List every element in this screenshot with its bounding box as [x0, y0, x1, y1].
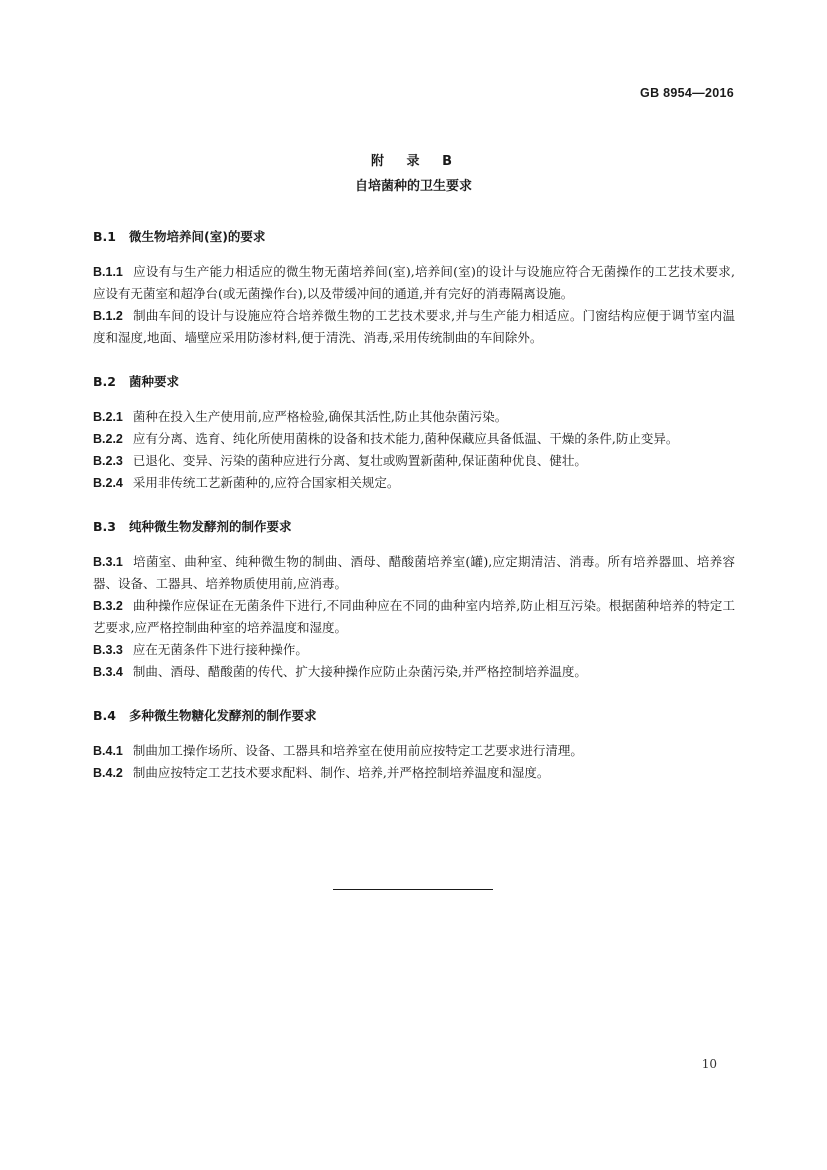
section-number: B.3 — [93, 519, 116, 534]
clause-number: B.4.2 — [93, 766, 123, 780]
clause-number: B.2.4 — [93, 476, 123, 490]
section-title: 纯种微生物发酵剂的制作要求 — [129, 519, 292, 534]
clause — [93, 762, 735, 784]
clause-text: 已退化、变异、污染的菌种应进行分离、复壮或购置新菌种,保证菌种优良、健壮。 — [132, 453, 587, 468]
clause-number: B.2.2 — [93, 432, 123, 446]
clause — [93, 261, 735, 305]
clause — [93, 406, 735, 428]
clause — [93, 595, 735, 639]
section-heading — [93, 371, 735, 393]
clause — [93, 428, 735, 450]
section-number: B.4 — [93, 708, 116, 723]
clause-number: B.4.1 — [93, 744, 123, 758]
section-b1 — [93, 226, 735, 349]
section-heading — [93, 516, 735, 538]
clause-text: 制曲应按特定工艺技术要求配料、制作、培养,并严格控制培养温度和湿度。 — [132, 765, 550, 780]
section-heading — [93, 226, 735, 248]
end-of-annex-rule — [333, 889, 493, 890]
annex-subtitle: 自培菌种的卫生要求 — [354, 179, 472, 194]
clause-text: 培菌室、曲种室、纯种微生物的制曲、酒母、醋酸菌培养室(罐),应定期清洁、消毒。所有培养器皿、培养容器、设备、工器具、培养物质使用前,应消毒。 — [93, 554, 735, 591]
page-number: 10 — [701, 1057, 717, 1071]
clause-text: 制曲加工操作场所、设备、工器具和培养室在使用前应按特定工艺要求进行清理。 — [132, 743, 583, 758]
clause-number: B.1.2 — [93, 309, 123, 323]
section-heading — [93, 705, 735, 727]
clause-number: B.3.3 — [93, 643, 123, 657]
clause-text: 制曲、酒母、醋酸菌的传代、扩大接种操作应防止杂菌污染,并严格控制培养温度。 — [132, 664, 587, 679]
clause-number: B.2.3 — [93, 454, 123, 468]
clause — [93, 740, 735, 762]
clause-number: B.3.4 — [93, 665, 123, 679]
clause — [93, 450, 735, 472]
section-b2 — [93, 371, 735, 494]
clause — [93, 305, 735, 349]
annex-title: 附 录 B — [371, 154, 456, 169]
clause — [93, 661, 735, 683]
clause-text: 采用非传统工艺新菌种的,应符合国家相关规定。 — [132, 475, 400, 490]
clause-number: B.3.1 — [93, 555, 123, 569]
section-title: 微生物培养间(室)的要求 — [129, 229, 266, 244]
clause-number: B.3.2 — [93, 599, 123, 613]
clause-text: 应在无菌条件下进行接种操作。 — [132, 642, 308, 657]
clause-text: 菌种在投入生产使用前,应严格检验,确保其活性,防止其他杂菌污染。 — [132, 409, 508, 424]
section-number: B.2 — [93, 374, 116, 389]
section-number: B.1 — [93, 229, 116, 244]
section-b4 — [93, 705, 735, 784]
clause-text: 应设有与生产能力相适应的微生物无菌培养间(室),培养间(室)的设计与设施应符合无菌操作的工艺技术要求,应设有无菌室和超净台(或无菌操作台),以及带缓冲间的通道,并有完好的消毒隔离设施。 — [93, 264, 735, 301]
clause — [93, 639, 735, 661]
section-title: 菌种要求 — [129, 374, 180, 389]
document-body — [93, 226, 735, 806]
clause-text: 应有分离、选育、纯化所使用菌株的设备和技术能力,菌种保藏应具备低温、干燥的条件,防止变异。 — [132, 431, 679, 446]
section-title: 多种微生物糖化发酵剂的制作要求 — [129, 708, 317, 723]
clause-text: 制曲车间的设计与设施应符合培养微生物的工艺技术要求,并与生产能力相适应。门窗结构应便于调节室内温度和湿度,地面、墙壁应采用防渗材料,便于清洗、消毒,采用传统制曲的车间除外。 — [93, 308, 735, 345]
clause — [93, 551, 735, 595]
clause — [93, 472, 735, 494]
section-b3 — [93, 516, 735, 683]
clause-number: B.1.1 — [93, 265, 123, 279]
standard-code: GB 8954—2016 — [640, 86, 734, 100]
clause-number: B.2.1 — [93, 410, 123, 424]
clause-text: 曲种操作应保证在无菌条件下进行,不同曲种应在不同的曲种室内培养,防止相互污染。根据菌种培养的特定工艺要求,应严格控制曲种室的培养温度和湿度。 — [93, 598, 735, 635]
